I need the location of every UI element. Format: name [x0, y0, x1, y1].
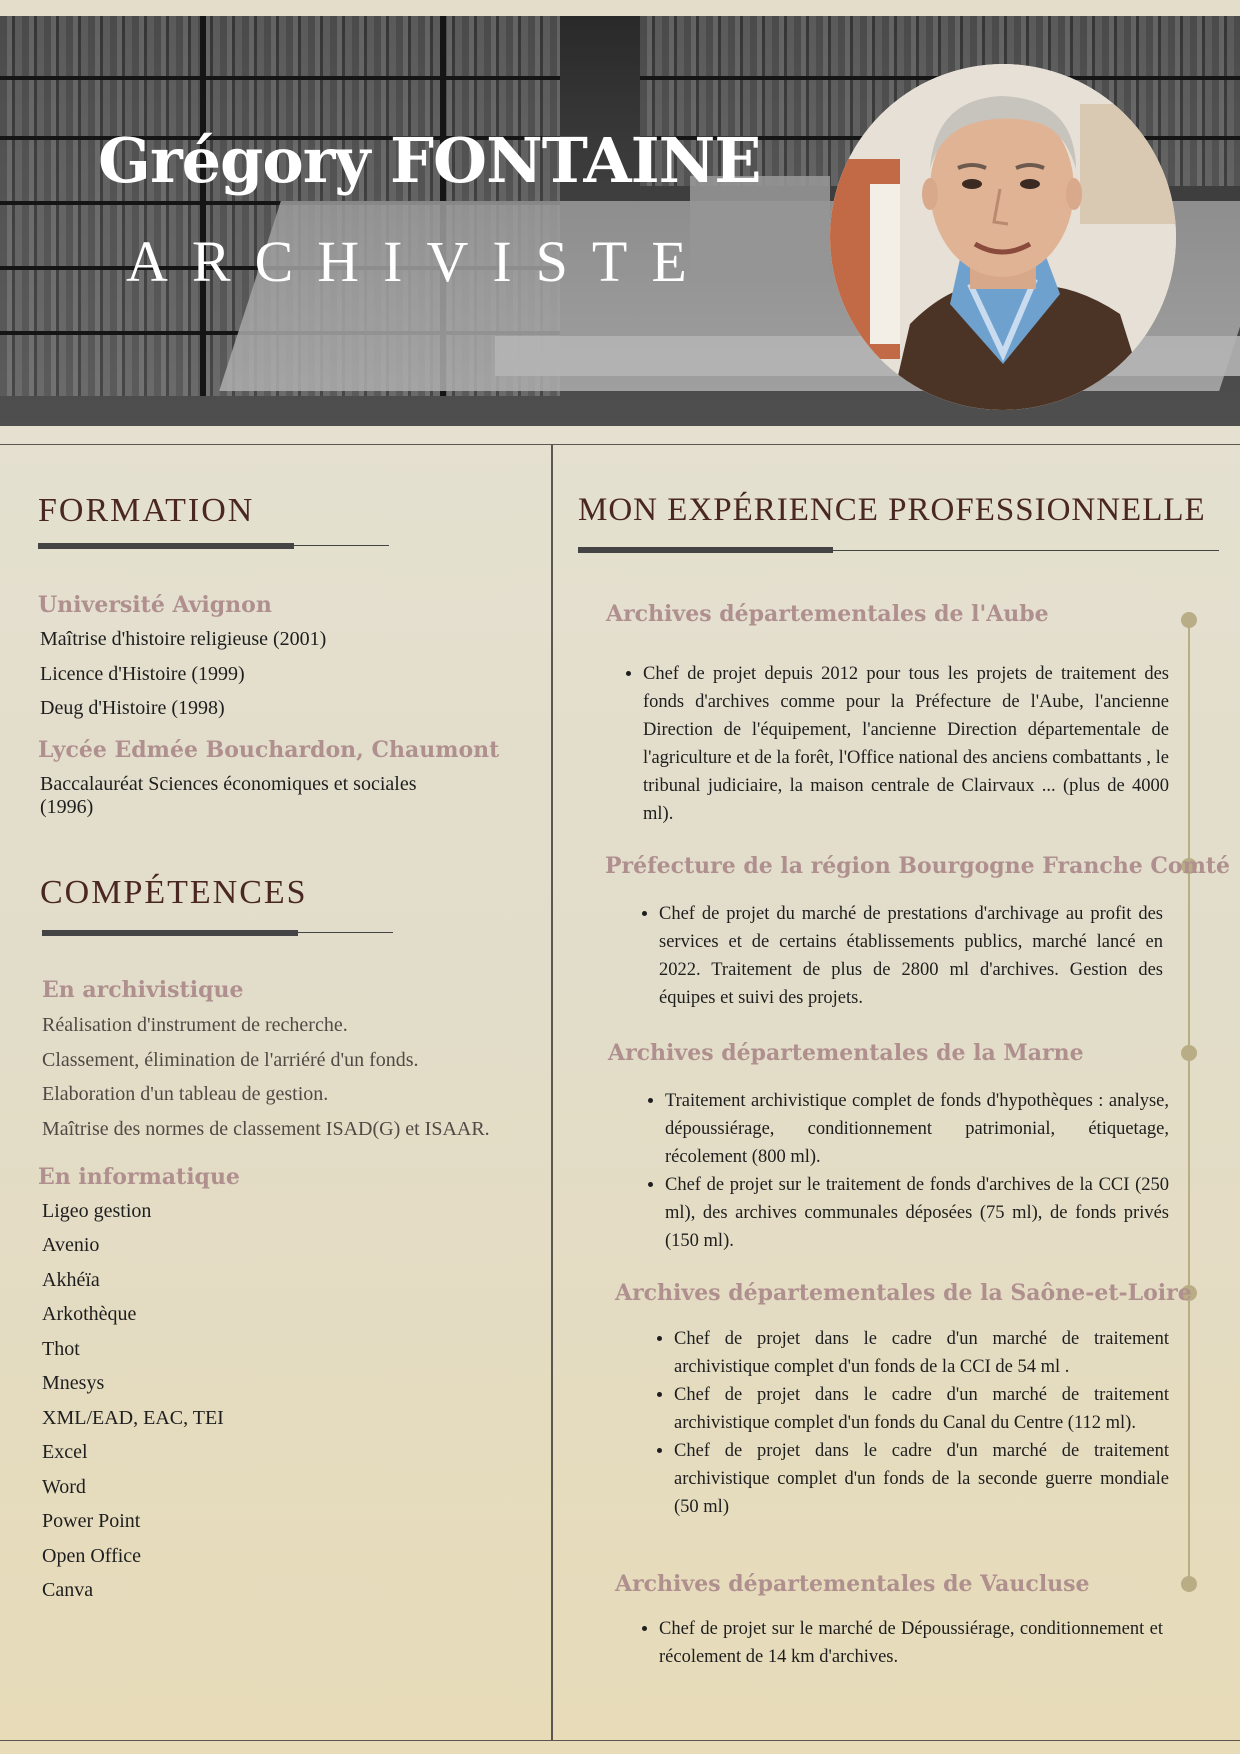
experience-heading: MON EXPÉRIENCE PROFESSIONNELLE — [578, 492, 1206, 528]
experience-rule-thin — [833, 550, 1219, 551]
job-bullet-list — [640, 1087, 1169, 1255]
formation-heading: FORMATION — [38, 492, 255, 529]
job-bullet-list — [649, 1325, 1169, 1521]
section-divider-top — [0, 444, 1240, 445]
employer-name: Archives départementales de la Marne — [608, 1040, 1084, 1066]
competences-heading: COMPÉTENCES — [40, 874, 308, 911]
software-item: Open Office — [42, 1545, 142, 1567]
software-item: Mnesys — [42, 1372, 105, 1394]
competences-rule-thin — [298, 932, 393, 933]
skill-category-title: En archivistique — [42, 977, 244, 1003]
skill-item: Classement, élimination de l'arriéré d'un fonds. — [42, 1049, 419, 1071]
timeline-dot — [1181, 612, 1197, 628]
formation-rule-thick — [38, 543, 294, 549]
software-item: Canva — [42, 1579, 94, 1601]
experience-rule-thick — [578, 547, 833, 553]
software-item: XML/EAD, EAC, TEI — [42, 1407, 224, 1429]
person-name: Grégory FONTAINE — [98, 124, 761, 197]
job-bullet: • Traitement archivistique complet de fonds d'hypothèques : analyse, dépoussiérage, conditionnement patrimonial, étiquetage, récolement (800 ml). — [665, 1087, 1169, 1171]
degree-line: Baccalauréat Sciences économiques et sociales (1996) — [40, 773, 417, 818]
degree-line: Maîtrise d'histoire religieuse (2001) — [40, 628, 327, 650]
software-item: Ligeo gestion — [42, 1200, 152, 1222]
employer-name: Archives départementales de la Saône-et-Loire — [615, 1280, 1192, 1306]
software-item: Word — [42, 1476, 86, 1498]
employer-name: Archives départementales de Vaucluse — [615, 1571, 1090, 1597]
timeline-line — [1188, 620, 1190, 1585]
job-bullet-list — [634, 1615, 1163, 1671]
skill-item: Maîtrise des normes de classement ISAD(G) et ISAAR. — [42, 1118, 490, 1140]
degree-line: Deug d'Histoire (1998) — [40, 697, 225, 719]
column-divider — [551, 444, 553, 1740]
job-bullet: • Chef de projet du marché de prestations d'archivage au profit des services et de certains établissements publics, marché lancé en 2022. Traitement de plus de 2800 ml d'archives. Gestion des équipes et suivi des projets. — [659, 900, 1163, 1012]
skill-category-title: En informatique — [38, 1164, 240, 1190]
job-bullet: • Chef de projet sur le traitement de fonds d'archives de la CCI (250 ml), des archives communales déposées (75 ml), de fonds privés (150 ml). — [665, 1171, 1169, 1255]
employer-name: Préfecture de la région Bourgogne Franche Comté — [605, 853, 1231, 879]
job-bullet-list — [634, 900, 1163, 1012]
job-bullet: • Chef de projet dans le cadre d'un marché de traitement archivistique complet d'un fonds du Canal du Centre (112 ml). — [674, 1381, 1169, 1437]
software-item: Akhéïa — [42, 1269, 100, 1291]
top-margin-strip — [0, 0, 1240, 16]
job-bullet: • Chef de projet sur le marché de Dépoussiérage, conditionnement et récolement de 14 km d'archives. — [659, 1615, 1163, 1671]
portrait-illustration — [830, 64, 1176, 410]
software-item: Thot — [42, 1338, 80, 1360]
job-bullet-list — [618, 660, 1169, 828]
timeline-dot — [1181, 1576, 1197, 1592]
software-item: Avenio — [42, 1234, 100, 1256]
software-item: Arkothèque — [42, 1303, 137, 1325]
job-bullet: • Chef de projet depuis 2012 pour tous les projets de traitement des fonds d'archives comme pour la Préfecture de l'Aube, l'ancienne Direction de l'équipement, l'ancienne Direction départementale de l'agriculture et de la forêt, l'Office national des anciens combattants , le tribunal judiciaire, la maison centrale de Clairvaux ... (plus de 4000 ml). — [643, 660, 1169, 828]
software-item: Excel — [42, 1441, 88, 1463]
job-bullet: • Chef de projet dans le cadre d'un marché de traitement archivistique complet d'un fonds de la CCI de 54 ml . — [674, 1325, 1169, 1381]
skill-item: Elaboration d'un tableau de gestion. — [42, 1083, 329, 1105]
section-divider-bottom — [0, 1740, 1240, 1741]
formation-rule-thin — [294, 545, 389, 546]
job-title: ARCHIVISTE — [126, 229, 711, 294]
school-name: Lycée Edmée Bouchardon, Chaumont — [38, 737, 500, 763]
degree-line: Licence d'Histoire (1999) — [40, 663, 245, 685]
timeline-dot — [1181, 1045, 1197, 1061]
school-name: Université Avignon — [38, 592, 272, 618]
skill-item: Réalisation d'instrument de recherche. — [42, 1014, 348, 1036]
job-bullet: • Chef de projet dans le cadre d'un marché de traitement archivistique complet d'un fonds de la seconde guerre mondiale (50 ml) — [674, 1437, 1169, 1521]
software-item: Power Point — [42, 1510, 141, 1532]
competences-rule-thick — [42, 930, 298, 936]
header-banner — [0, 16, 1240, 426]
profile-photo — [830, 64, 1176, 410]
employer-name: Archives départementales de l'Aube — [606, 601, 1049, 627]
